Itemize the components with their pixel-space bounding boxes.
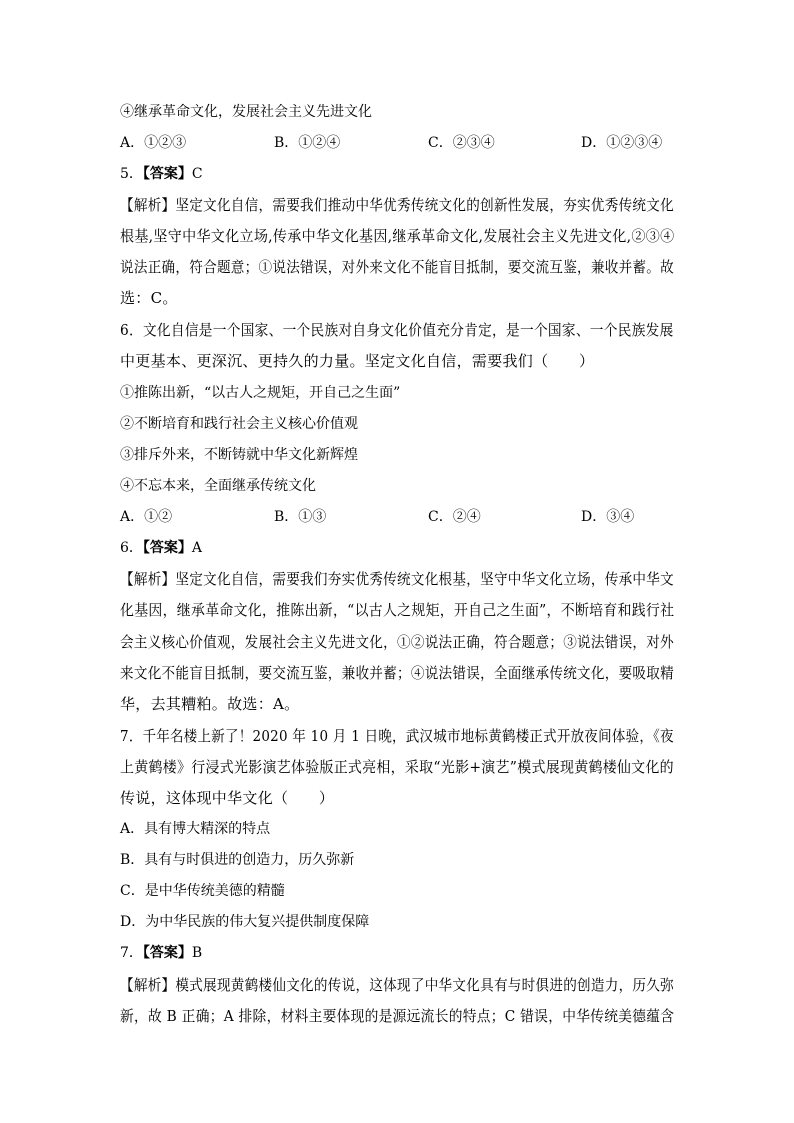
q5-item-4: ④继承革命文化，发展社会主义先进文化 [120, 104, 372, 120]
q6-answer-letter: A [191, 540, 203, 556]
q6-answer-number: 6． [120, 540, 143, 556]
q5-analysis-line-4: 选：C。 [120, 289, 178, 307]
q7-option-a: A．具有博大精深的特点 [120, 821, 271, 837]
q5-answer-letter: C [191, 166, 203, 182]
q7-option-c: C．是中华传统美德的精髓 [120, 883, 285, 899]
q6-item-1: ①推陈出新，“以古人之规矩，开自己之生面” [120, 385, 401, 401]
q7-answer [120, 943, 202, 963]
q6-analysis-line-2: 化基因，继承革命文化，推陈出新，“以古人之规矩，开自己之生面”，不断培育和践行社 [120, 601, 675, 619]
q7-answer-number: 7． [120, 945, 143, 961]
q5-analysis-line-3: 说法正确，符合题意；①说法错误，对外来文化不能盲目抵制，要交流互鉴，兼收并蓄。故 [120, 258, 674, 276]
q5-analysis-line-1: 【解析】坚定文化自信，需要我们推动中华优秀传统文化的创新性发展，夯实优秀传统文化 [120, 196, 674, 214]
q7-stem-line-1: 7．千年名楼上新了！2020 年 10 月 1 日晚，武汉城市地标黄鹤楼正式开放夜间体验，《夜 [120, 727, 674, 745]
q7-option-b: B．具有与时俱进的创造力，历久弥新 [120, 852, 355, 868]
q6-option-c: C．②④ [428, 509, 481, 525]
q7-stem-line-2: 上黄鹤楼》行浸式光影演艺体验版正式亮相，采取“光影+演艺”模式展现黄鹤楼仙文化的 [120, 758, 674, 776]
q6-option-a: A．①② [120, 509, 173, 525]
q6-item-4: ④不忘本来，全面继承传统文化 [120, 478, 316, 494]
q6-analysis-line-5: 华，去其糟粕。故选：A。 [120, 695, 300, 713]
q6-option-d: D．③④ [581, 509, 635, 525]
q6-analysis-line-4: 来文化不能盲目抵制，要交流互鉴，兼收并蓄；④说法错误，全面继承传统文化，要吸取精 [120, 664, 674, 682]
q6-answer [120, 538, 202, 558]
q6-analysis-line-1: 【解析】坚定文化自信，需要我们夯实优秀传统文化根基，坚守中华文化立场，传承中华文 [120, 570, 674, 588]
q7-analysis-line-2: 新，故 B 正确；A 排除，材料主要体现的是源远流长的特点；C 错误，中华传统美德蕴含 [120, 1007, 675, 1025]
q5-option-d: D．①②③④ [581, 135, 663, 151]
q7-stem-line-3: 传说，这体现中华文化（ ） [120, 789, 335, 807]
q5-analysis-line-2: 根基,坚守中华文化立场,传承中华文化基因,继承革命文化,发展社会主义先进文化,②③④ [120, 227, 675, 245]
q7-analysis-line-1: 【解析】模式展现黄鹤楼仙文化的传说，这体现了中华文化具有与时俱进的创造力，历久弥 [120, 976, 674, 994]
q7-answer-tag: 【答案】 [142, 945, 192, 961]
q5-option-b: B．①②④ [274, 135, 341, 151]
q5-answer-tag: 【答案】 [142, 166, 192, 182]
q6-option-b: B．①③ [274, 509, 327, 525]
q6-item-2: ②不断培育和践行社会主义核心价值观 [120, 416, 358, 432]
q6-item-3: ③排斥外来，不断铸就中华文化新辉煌 [120, 447, 358, 463]
q7-answer-letter: B [191, 945, 203, 961]
q6-analysis-line-3: 会主义核心价值观，发展社会主义先进文化，①②说法正确，符合题意；③说法错误，对外 [120, 633, 674, 651]
q6-answer-tag: 【答案】 [142, 540, 192, 556]
q6-stem-line-2: 中更基本、更深沉、更持久的力量。坚定文化自信，需要我们（ ） [120, 352, 595, 370]
q6-stem-line-1: 6．文化自信是一个国家、一个民族对自身文化价值充分肯定，是一个国家、一个民族发展 [120, 321, 674, 339]
q5-option-a: A．①②③ [120, 135, 187, 151]
q5-answer-number: 5． [120, 166, 143, 182]
q5-option-c: C．②③④ [428, 135, 495, 151]
q5-answer [120, 164, 203, 184]
q7-option-d: D．为中华民族的伟大复兴提供制度保障 [120, 914, 370, 930]
